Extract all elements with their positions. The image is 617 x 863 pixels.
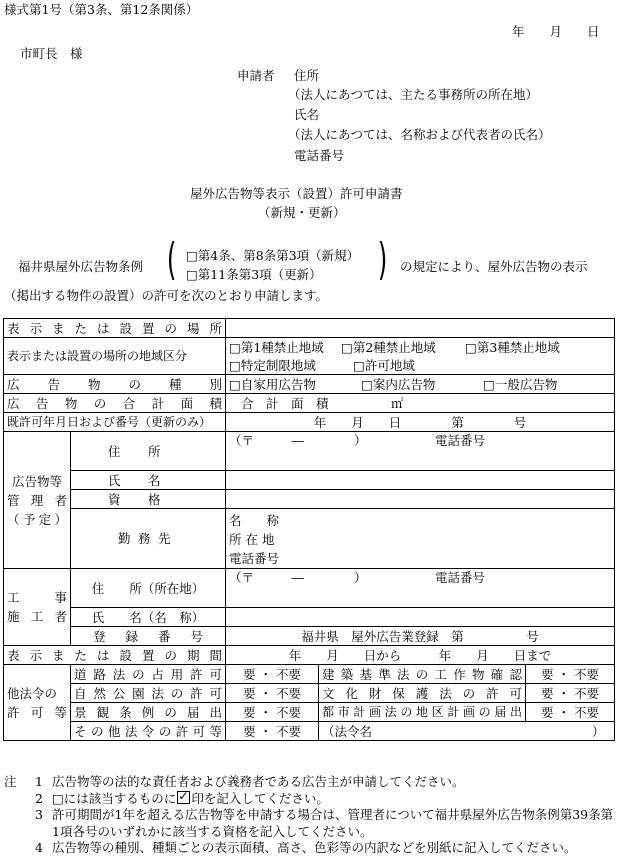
intro-suffix: の規定により、屋外広告物の表示 (400, 259, 588, 274)
zone-opt-1[interactable]: □第1種禁止地域 (229, 339, 324, 355)
other-row-3-label: 景観条例の届出 (71, 703, 226, 722)
manager-group-line3: （予定） (7, 511, 67, 527)
manager-qual-text: 資格 (108, 491, 189, 507)
date-field: 年 月 日 (512, 24, 600, 39)
other-row-2-choice2[interactable]: 要 ・ 不要 (526, 684, 615, 703)
law-name-close: ） (592, 723, 605, 739)
other-row-1-mid: 建築基準法の工作物確認 (319, 665, 526, 684)
area-unit: ㎡ (391, 395, 404, 411)
note-4-text: 広告物等の種別、種類ごとの表示面積、高さ、色彩等の内訳などを別紙に記入してください。 (52, 840, 577, 855)
applicant-phone-label: 電話番号 (294, 148, 345, 163)
applicant-address-label: 住所 (294, 68, 320, 83)
note-2-num: 2 (35, 790, 43, 806)
manager-address-field[interactable] (226, 432, 615, 471)
intro-option-renewal: □第11条第3項（更新） (186, 267, 322, 282)
type-label: 広告物の種別 (4, 375, 226, 394)
builder-reg-field[interactable]: 福井県 屋外広告業登録 第 号 (226, 627, 615, 646)
checkmark-box-icon (177, 791, 190, 804)
other-row-1-choice2[interactable]: 要 ・ 不要 (526, 665, 615, 684)
type-opt-3[interactable]: □一般広告物 (483, 376, 558, 392)
manager-address-text: 住所 (108, 443, 189, 459)
other-row-4-choice[interactable]: 要 ・ 不要 (226, 722, 319, 741)
note-3-text: 許可期間が1年を超える広告物等を申請する場合は、管理者について福井県屋外広告物条例第39条第1項各号のいずれかに該当する資格を記入してください。 (52, 807, 614, 839)
manager-group-line2: 管理者 (7, 492, 67, 508)
other-row-3-choice[interactable]: 要 ・ 不要 (226, 703, 319, 722)
manager-group-label (4, 432, 71, 569)
other-group-line2: 許可等 (7, 704, 67, 720)
manager-qual-field[interactable] (226, 490, 615, 509)
builder-address-label: 住 所（所在地） (71, 569, 226, 608)
manager-work-text: 勤務先 (118, 531, 179, 546)
zone-opt-2[interactable]: □第2種禁止地域 (341, 339, 436, 355)
zone-opt-4[interactable]: □特定制限地域 (229, 357, 316, 373)
form-id: 様式第1号（第3条、第12条関係） (4, 2, 199, 17)
left-bracket: ( (166, 234, 177, 285)
other-row-4-label: その他法令の許可等 (71, 722, 226, 741)
zone-label: 表示または設置の場所の地域区分 (4, 338, 226, 375)
note-2-pre: □には該当するものに (52, 790, 177, 806)
builder-phone-label: 電話番号 (435, 570, 486, 585)
addressee: 市町長 様 (20, 46, 83, 61)
applicant-label: 申請者 (237, 68, 275, 83)
zone-opt-5[interactable]: □許可地域 (353, 357, 415, 373)
applicant-address-note: （法人にあつては、主たる事務所の所在地） (288, 87, 539, 102)
area-field[interactable] (226, 394, 615, 413)
other-row-1-choice[interactable]: 要 ・ 不要 (226, 665, 319, 684)
intro-line2: （掲出する物件の設置）の許可を次のとおり申請します。 (4, 288, 329, 303)
type-opt-1[interactable]: □自家用広告物 (229, 376, 316, 392)
applicant-name-note: （法人にあつては、名称および代表者の氏名） (288, 127, 551, 142)
note-2-text (52, 791, 614, 808)
manager-work-field[interactable] (226, 509, 615, 569)
manager-work-label (71, 509, 226, 569)
other-row-2-label: 自然公園法の許可 (71, 684, 226, 703)
intro-prefix: 福井県屋外広告物条例 (18, 259, 144, 274)
other-row-2-choice[interactable]: 要 ・ 不要 (226, 684, 319, 703)
builder-reg-label: 登録番号 (71, 627, 226, 646)
application-table (3, 318, 615, 741)
other-row-2-mid: 文化財保護法の許可 (319, 684, 526, 703)
other-laws-group-label (4, 665, 71, 741)
period-label: 表示または設置の期間 (4, 646, 226, 665)
builder-zip: （〒 ― ） (229, 570, 367, 585)
note-1-num: 1 (35, 774, 43, 789)
notes-section (4, 774, 614, 857)
note-4-num: 4 (35, 840, 43, 855)
type-opt-2[interactable]: □案内広告物 (361, 376, 436, 392)
note-2-post: 印を記入してください。 (191, 790, 329, 806)
manager-name-label (71, 471, 226, 490)
document-subtitle: （新規・更新） (258, 205, 346, 220)
builder-address-field[interactable] (226, 569, 615, 608)
work-phone-label: 電話番号 (229, 551, 280, 566)
other-row-4-law-name[interactable] (319, 722, 615, 741)
builder-group-line1: 工 事 (7, 590, 67, 605)
document-title: 屋外広告物等表示（設置）許可申請書 (190, 186, 403, 201)
law-name-open: （法令名 (322, 723, 373, 739)
notes-label: 注 (4, 774, 17, 789)
period-field[interactable]: 年 月 日から 年 月 日まで (226, 646, 615, 665)
builder-name-label: 氏 名（名 称） (71, 608, 226, 627)
manager-qual-label (71, 490, 226, 509)
area-label: 広告物の合計面積 (4, 394, 226, 413)
zone-options-row2 (226, 356, 615, 375)
prev-permit-value[interactable]: 年 月 日 第 号 (226, 413, 615, 432)
builder-name-field[interactable] (226, 608, 615, 627)
note-1-text: 広告物等の法的な責任者および義務者である広告主が申請してください。 (52, 774, 465, 789)
type-options (226, 375, 615, 394)
zone-opt-3[interactable]: □第3種禁止地域 (465, 339, 560, 355)
other-row-3-choice2[interactable]: 要 ・ 不要 (526, 703, 615, 722)
other-row-1-label: 道路法の占用許可 (71, 665, 226, 684)
work-location-label: 所 在 地 (229, 532, 275, 547)
zone-options-row1 (226, 338, 615, 357)
intro-option-new: □第4条、第8条第3項（新規） (186, 248, 360, 263)
note-3-num: 3 (35, 807, 43, 822)
manager-group-line1: 広告物等 (11, 473, 62, 489)
manager-phone-label: 電話番号 (435, 433, 486, 448)
manager-address-label (71, 432, 226, 471)
applicant-name-label: 氏名 (294, 107, 320, 122)
other-group-line1: 他法令の (7, 685, 58, 701)
other-row-3-mid: 都市計画法の地区計画の届出 (319, 703, 526, 722)
manager-zip: （〒 ― ） (229, 433, 367, 448)
location-label: 表示または設置の場所 (4, 319, 226, 338)
right-bracket: ) (377, 234, 388, 285)
manager-name-text: 氏名 (108, 472, 189, 488)
manager-name-field[interactable] (226, 471, 615, 490)
builder-group-line2: 施 工 者 (7, 609, 67, 624)
area-text: 合 計 面 積 (241, 395, 329, 411)
location-input[interactable] (226, 319, 615, 338)
work-name-label: 名 称 (229, 513, 280, 528)
builder-group-label (4, 569, 71, 646)
prev-permit-label: 既許可年月日および番号（更新のみ） (4, 413, 226, 432)
